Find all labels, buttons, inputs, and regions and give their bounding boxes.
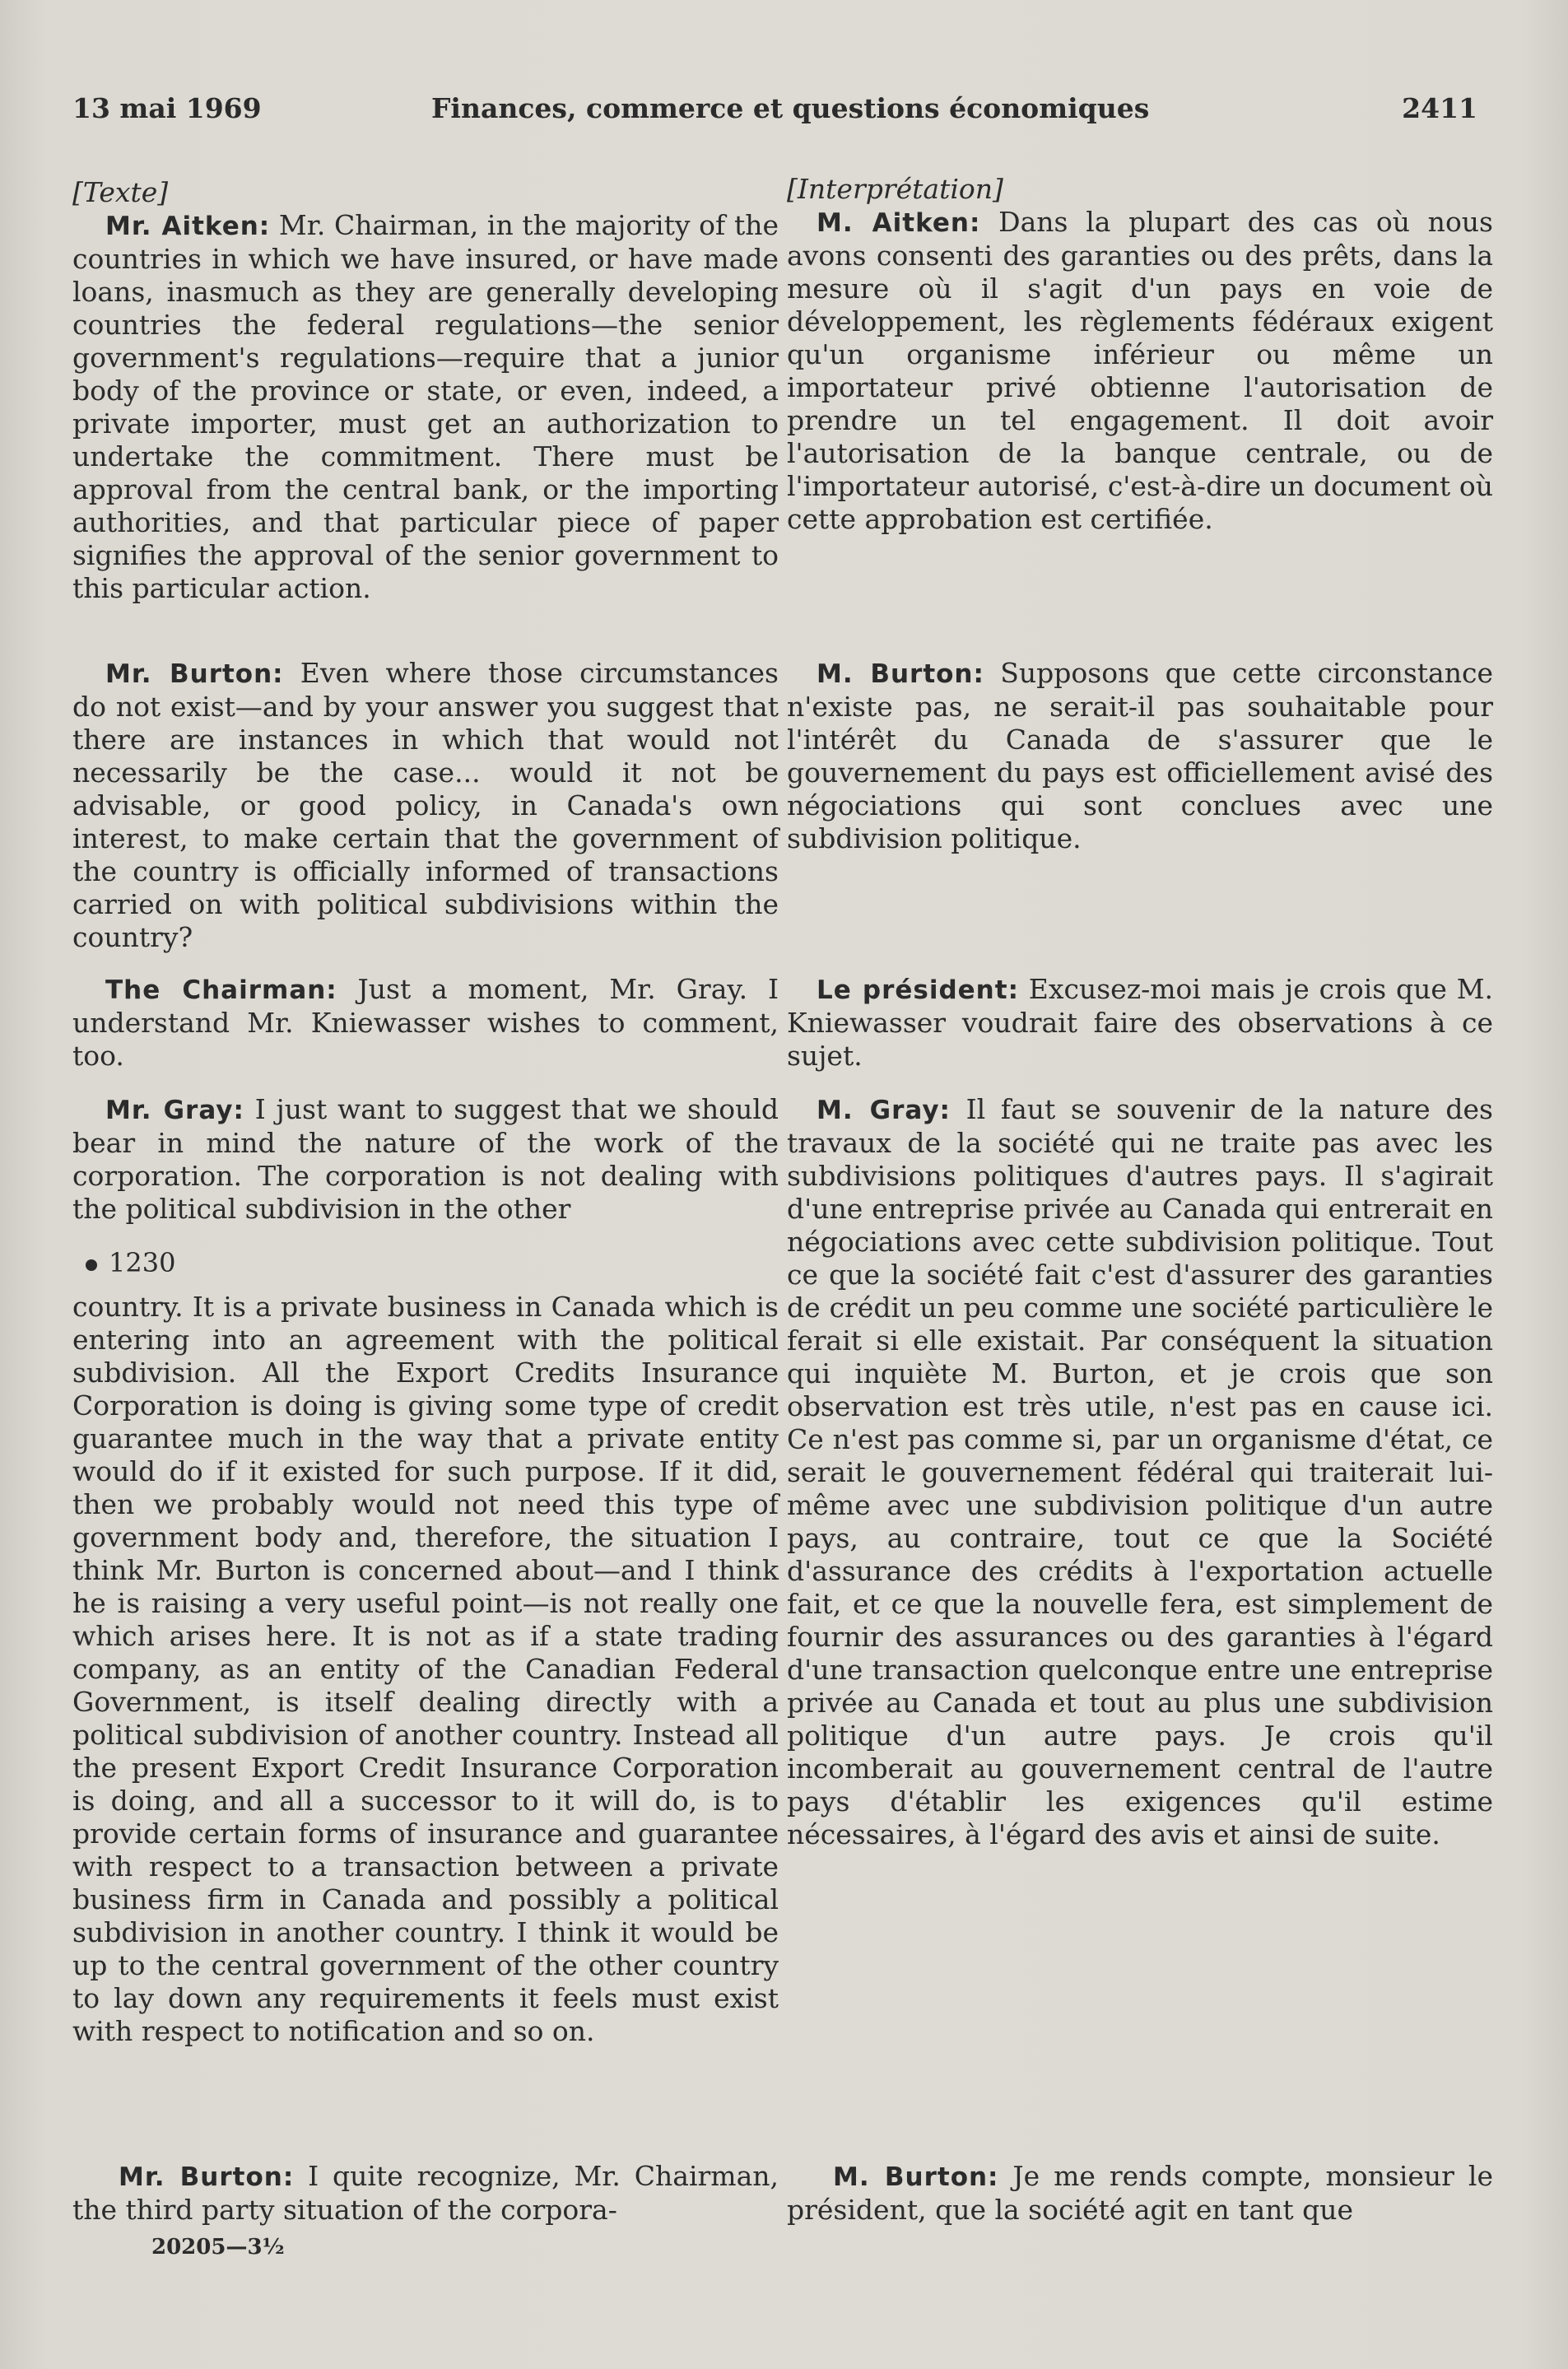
paragraph-burton-fr: [787, 657, 1493, 855]
paragraph-text: Mr. Chairman, in the majority of the countries in which we have insured, or have made loans, inasmuch as they are generally developing countries the federal regulations—the senior government's regulations—require that a junior body of the province or state, or even, indeed, a private importer, must get an authorization to undertake the commitment. There must be approval from the central bank, or the importing authorities, and that particular piece of paper signifies the approval of the senior government to this particular action.: [72, 209, 779, 604]
paragraph-gray-fr: [787, 1093, 1493, 1851]
speaker-name: M. Aitken:: [817, 208, 981, 238]
paragraph-text: Dans la plupart des cas où nous avons consenti des garanties ou des prêts, dans la mesure où il s'agit d'un pays en voie de développement, les règlements fédéraux exigent qu'un organisme inférieur ou même un importateur privé obtienne l'autorisation de prendre un tel engagement. Il doit avoir l'autorisation de la banque centrale, ou de l'importateur autorisé, c'est-à-dire un document où cette approbation est certifiée.: [787, 206, 1493, 535]
speaker-name: The Chairman:: [105, 975, 337, 1005]
paragraph-burton-en: [72, 657, 779, 954]
speaker-name: M. Burton:: [833, 2162, 999, 2192]
paragraph-text: Even where those circumstances do not exist—and by your answer you suggest that there are instances in which that would not necessarily be the case... would it not be advisable, or good policy, in Canada's own interest, to make certain that the government of the country is officially informed of transactions carried on with political subdivisions within the country?: [72, 657, 779, 953]
paragraph-chairman-en: [72, 973, 779, 1073]
speaker-name: M. Gray:: [817, 1096, 951, 1125]
paragraph-burton-fr-2: [787, 2160, 1493, 2227]
paragraph-president-fr: [787, 973, 1493, 1073]
header-title: Finances, commerce et questions économiques: [431, 92, 1150, 124]
paragraph-aitken-en: [72, 209, 779, 605]
speaker-name: M. Burton:: [817, 659, 984, 689]
page-header: [72, 92, 1477, 133]
paragraph-gray-en-continued: [72, 1291, 779, 2048]
paragraph-text: I just want to suggest that we should bear in mind the nature of the work of the corporation. The corporation is not dealing with the political subdivision in the other: [72, 1093, 779, 1225]
paragraph-text: Excusez-moi mais je crois que M. Kniewasser voudrait faire des observations à ce sujet.: [787, 973, 1494, 1072]
paragraph-text: Supposons que cette circonstance n'existe pas, ne serait-il pas souhaitable pour l'intérêt du Canada de s'assurer que le gouvernement du pays est officiellement avisé des négociations qui sont conclues avec une subdivision politique.: [787, 657, 1493, 854]
speaker-name: Le président:: [817, 975, 1019, 1005]
paragraph-text: Just a moment, Mr. Gray. I understand Mr. Kniewasser wishes to comment, too.: [72, 973, 779, 1072]
section-tag-interpretation: [Interprétation]: [787, 173, 1003, 205]
paragraph-gray-en: [72, 1093, 779, 1226]
page-footer-code: 20205—3½: [151, 2235, 285, 2260]
section-tag-texte: [Texte]: [72, 176, 169, 208]
speaker-name: Mr. Gray:: [105, 1096, 244, 1125]
paragraph-text: country. It is a private business in Canada which is entering into an agreement with the political subdivision. All the Export Credits Insurance Corporation is doing is giving some type of credit guarantee much in the way that a private entity would do if it existed for such purpose. If it did, then we probably would not need this type of government body and, therefore, the situation I think Mr. Burton is concerned about—and I think he is raising a very useful point—is not really one which arises here. It is not as if a state trading company, as an entity of the Canadian Federal Government, is itself dealing directly with a political subdivision of another country. Instead all the present Export Credit Insurance Corporation is doing, and all a successor to it will do, is to provide certain forms of insurance and guarantee with respect to a transaction between a private business firm in Canada and possibly a political subdivision in another country. I think it would be up to the central government of the other country to lay down any requirements it feels must exist with respect to notification and so on.: [72, 1291, 779, 2047]
speaker-name: Mr. Burton:: [119, 2162, 295, 2192]
speaker-name: Mr. Burton:: [105, 659, 284, 689]
paragraph-aitken-fr: [787, 206, 1493, 536]
paragraph-text: Je me rends compte, monsieur le président, que la société agit en tant que: [787, 2160, 1493, 2226]
time-marker: 1230: [72, 1246, 779, 1279]
bullet-dot-icon: [86, 1259, 97, 1271]
speaker-name: Mr. Aitken:: [105, 212, 271, 241]
paragraph-text: I quite recognize, Mr. Chairman, the third party situation of the corpora-: [72, 2160, 779, 2226]
page-number: 2411: [1402, 92, 1477, 124]
paragraph-burton-en-2: [72, 2160, 779, 2227]
header-date: 13 mai 1969: [72, 92, 262, 124]
paragraph-text: Il faut se souvenir de la nature des travaux de la société qui ne traite pas avec les subdivisions politiques d'autres pays. Il s'agirait d'une entreprise privée au Canada qui entrerait en négociations avec cette subdivision politique. Tout ce que la société fait c'est d'assurer des garanties de crédit un peu comme une société particulière le ferait si elle existait. Par conséquent la situation qui inquiète M. Burton, et je crois que son observation est très utile, n'est pas en cause ici. Ce n'est pas comme si, par un organisme d'état, ce serait le gouvernement fédéral qui traiterait lui-même avec une subdivision politique d'un autre pays, au contraire, tout ce que la Société d'assurance des crédits à l'exportation actuelle fait, et ce que la nouvelle fera, est simplement de fournir des assurances ou des garanties à l'égard d'une transaction quelconque entre une entreprise privée au Canada et tout au plus une subdivision politique d'un autre pays. Je crois qu'il incomberait au gouvernement central de l'autre pays d'établir les exigences qu'il estime nécessaires, à l'égard des avis et ainsi de suite.: [787, 1093, 1493, 1850]
